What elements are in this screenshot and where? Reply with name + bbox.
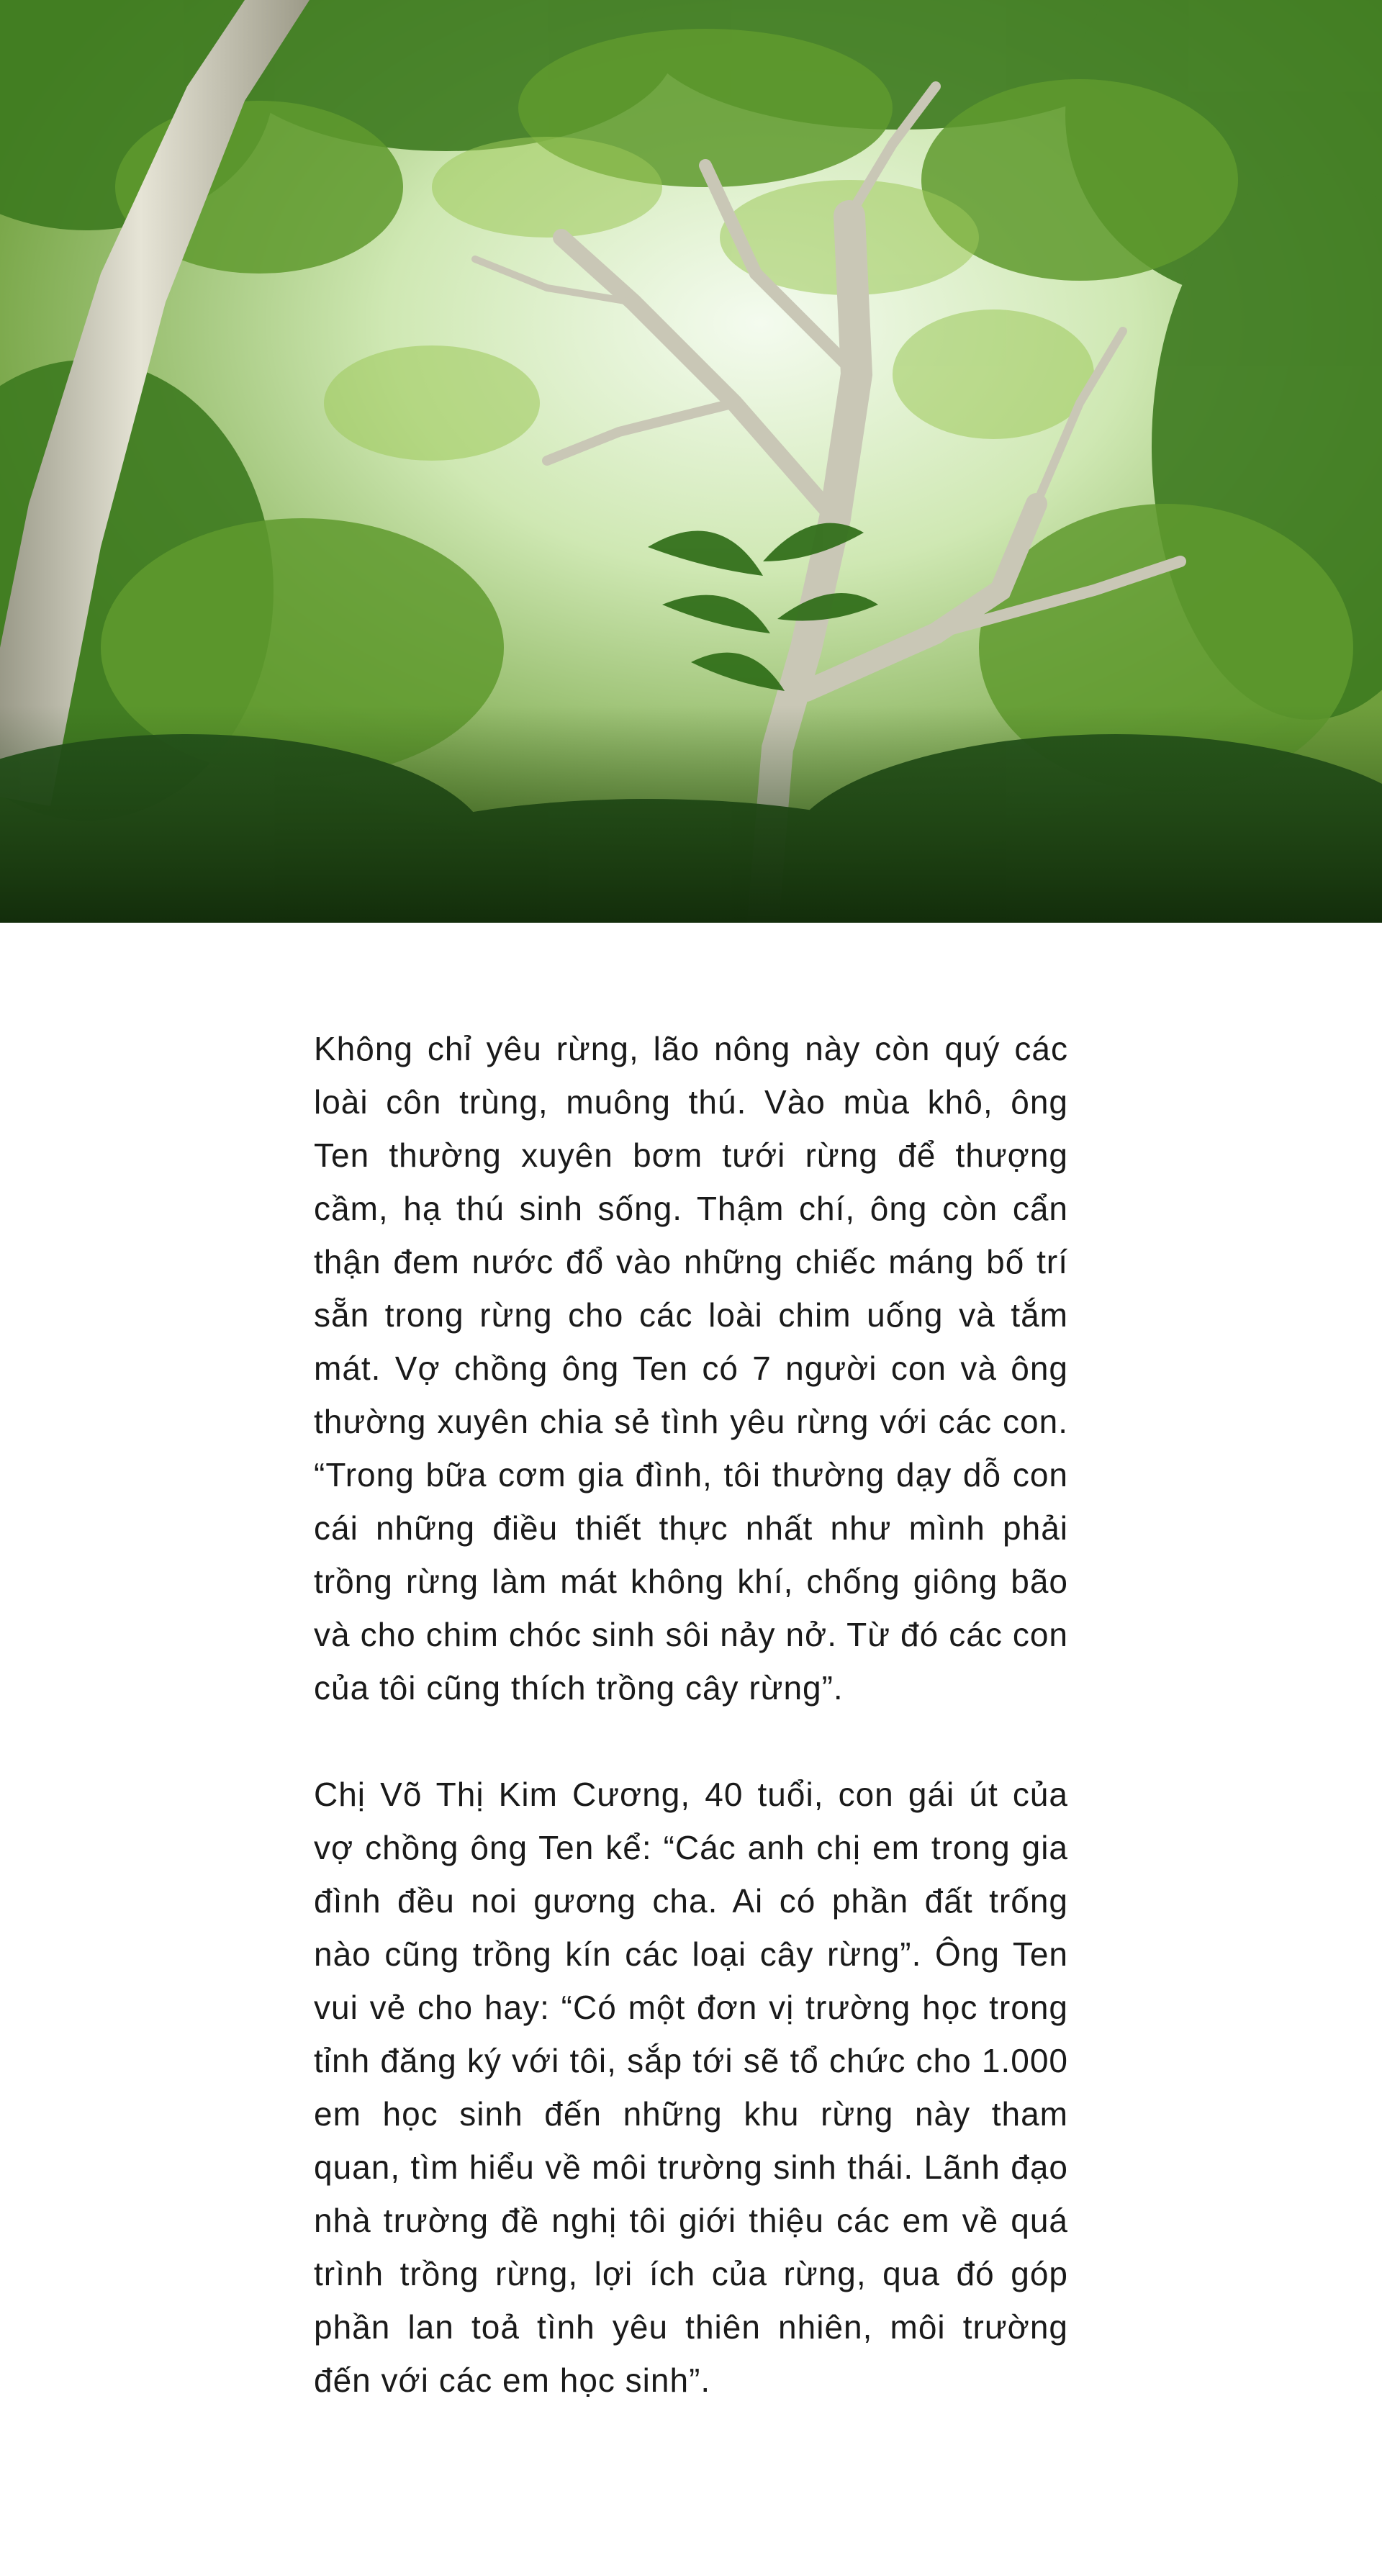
article-body bbox=[314, 1022, 1068, 2407]
article-paragraph-2: Chị Võ Thị Kim Cương, 40 tuổi, con gái út của vợ chồng ông Ten kể: “Các anh chị em trong gia đình đều noi gương cha. Ai có phần đất trống nào cũng trồng kín các loại cây rừng”. Ông Ten vui vẻ cho hay: “Có một đơn vị trường học trong tỉnh đăng ký với tôi, sắp tới sẽ tổ chức cho 1.000 em học sinh đến những khu rừng này tham quan, tìm hiểu về môi trường sinh thái. Lãnh đạo nhà trường đề nghị tôi giới thiệu các em về quá trình trồng rừng, lợi ích của rừng, qua đó góp phần lan toả tình yêu thiên nhiên, môi trường đến với các em học sinh”. bbox=[314, 1776, 1068, 2399]
forest-canopy-photo bbox=[0, 0, 1382, 923]
article-paragraph-1: Không chỉ yêu rừng, lão nông này còn quý các loài côn trùng, muông thú. Vào mùa khô, ông Ten thường xuyên bơm tưới rừng để thượng cầm, hạ thú sinh sống. Thậm chí, ông còn cẩn thận đem nước đổ vào những chiếc máng bố trí sẵn trong rừng cho các loài chim uống và tắm mát. Vợ chồng ông Ten có 7 người con và ông thường xuyên chia sẻ tình yêu rừng với các con. “Trong bữa cơm gia đình, tôi thường dạy dỗ con cái những điều thiết thực nhất như mình phải trồng rừng làm mát không khí, chống giông bão và cho chim chóc sinh sôi nảy nở. Từ đó các con của tôi cũng thích trồng cây rừng”. bbox=[314, 1030, 1068, 1707]
hero-forest-image bbox=[0, 0, 1382, 923]
